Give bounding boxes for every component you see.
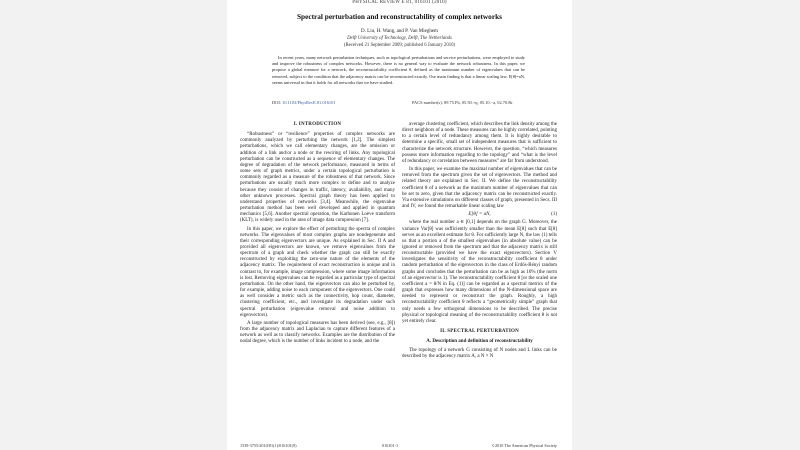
footer-issn: 1539-3755/2010/81(1)/016101(9) <box>240 443 297 448</box>
equation-number: (1) <box>551 212 557 218</box>
paragraph: In this paper, we examine the maximal number of eigenvalues that can be removed from the spectrum given the set of eigenvectors. The method and related theory are explained in Sec. II. We define the reconstructability coefficient θ of a network as the maximum number of eigenvalues that can be set to zero, given that the adjacency matrix can be reconstructed exactly. Via extensive simulations on different classes of graph, presented in Secs. III and IV, we found the remarkable linear scaling law <box>402 167 557 210</box>
affiliation: Delft University of Technology, Delft, The Netherlands <box>347 36 452 41</box>
footer-copyright: ©2010 The American Physical Society <box>491 443 557 448</box>
section-heading-introduction: I. INTRODUCTION <box>293 122 342 127</box>
doi-link[interactable]: 10.1103/PhysRevE.81.016101 <box>282 100 336 105</box>
paragraph: The topology of a network G consisting of N nodes and L links can be described by the adjacency matrix A, a N × N <box>402 348 557 360</box>
paper-page <box>227 0 572 450</box>
pacs-numbers: PACS number(s): 89.75.Fb, 05.50.+q, 05.10.−a, 02.70.Rr <box>412 100 513 105</box>
doi-label: DOI: <box>272 100 282 105</box>
section-heading-spectral-perturbation: II. SPECTRAL PERTURBATION <box>440 329 519 334</box>
paragraph: In this paper, we explore the effect of perturbing the spectra of complex networks. The eigenvalues of most complex graphs are nondegenerate and their corresponding eigenvectors are unique. As explained in Sec. II A and provided all eigenvectors are known, we remove eigenvalues from the spectrum of a graph and check whether the graph can still be exactly reconstructed by exploiting the zero-one nature of the elements of the adjacency matrix. The requirement of exact reconstruction is unique and in contrast to, for example, image compression, where some image information is lost. Removing eigenvalues can be regarded as a particular type of spectral perturbation. On the other hand, the eigenvectors can also be perturbed by, for example, adding noise to each component of the eigenvectors. One could as well consider a metric such as the connectivity, hop count, diameter, clustering coefficient, etc., and investigate its degradation under such spectral perturbation (eigenvalue removal and noise addition to eigenvectors). <box>240 226 395 318</box>
received-date: (Received 21 September 2009; published 6 January 2010) <box>343 43 456 48</box>
paper-title: Spectral perturbation and reconstructability of complex networks <box>297 12 502 21</box>
equation-1 <box>402 212 557 218</box>
right-column <box>402 122 557 361</box>
paragraph: average clustering coefficient, which describes the link density among the direct neighbors of a node. These measures can be highly correlated, pointing to a certain level of redundancy among them. It is highly desirable to determine a specific, small set of independent measures that is sufficient to characterize the network structure. However, the question, “which measures possess more information regarding to the topology” and “what is the level of redundancy or correlation between measures” are far from understood. <box>402 122 557 164</box>
abstract: In recent years, many network perturbation techniques, such as topological perturbations and service perturbations, were employed to study and improve the robustness of complex networks. However, there is no general way to evaluate the network robustness. In this paper, we propose a global measure for a network, the reconstructability coefficient θ, defined as the maximum number of eigenvalues that can be removed, subject to the condition that the adjacency matrix can be reconstructed exactly. Our main finding is that a linear scaling law, E[θ]=aN, seems universal in that it holds for all networks that we have studied. <box>272 55 525 85</box>
running-header: PHYSICAL REVIEW E 81, 016101 (2010) <box>352 0 447 5</box>
left-column <box>240 122 395 345</box>
footer-page-number: 016101-1 <box>382 443 399 448</box>
doi <box>272 100 336 105</box>
paragraph: A large number of topological measures has been derived (see, e.g., [8]) from the adjacency matrix and Laplacian to capture different features of a network as well as to classify networks. Examples are the distribution of the nodal degree, which is the number of links incident to a node, and the <box>240 320 395 345</box>
paragraph: where the real number a ∈ [0,1] depends on the graph G. Moreover, the variance Var[θ] was sufficiently smaller than the mean E[θ] such that E[θ] serves as an excellent estimate for θ. For sufficiently large N, the law (1) tells us that a portion a of the smallest eigenvalues (in absolute value) can be ignored or removed from the spectrum and that the adjacency matrix is still reconstructable (provided we have the exact eigenvectors). Section V investigates the sensitivity of the reconstructability coefficient θ under random perturbation of the eigenvectors in the class of Erdős-Rényi random graphs and concludes that the perturbation can be as high as 10% (the norm of an eigenvector is 1). The reconstructability coefficient θ [or the scaled one coefficient a = θ/N in Eq. (1)] can be regarded as a spectral metrics of the graph that expresses how many dimensions of the N-dimensional space are needed to represent or reconstruct the graph. Roughly, a high reconstructability coefficient θ reflects a “geometrically simple” graph that only needs a few orthogonal dimensions to be described. The precise physical or topological meaning of the reconstructability coefficient θ is not yet entirely clear. <box>402 220 557 324</box>
authors: D. Liu, H. Wang, and P. Van Mieghem <box>361 29 438 34</box>
paragraph: “Robustness” or “resilience” properties of complex networks are commonly analyzed by perturbing the network [1,2]. The simplest perturbations, which we call elementary changes, are the omission or addition of a link and/or a node or the rewiring of links. Any topological perturbation can be constructed as a sequence of elementary changes. The degree of degradation of the network performance, measured in terms of some sets of graph metrics, under a certain topological perturbation is commonly regarded as a measure of the robustness of that network. Since perturbations are usually much more complex to define and to analyze because they consist of changes in traffic, latency, availability, and many other unknown processes. Spectral graph theory has been applied to understand properties of networks [3,4]. Meanwhile, the eigenvalue perturbation method has been well developed and applied in quantum mechanics [5,6]. Another spectral operation, the Karhunen Loève transform (KLT), is widely used in the area of image data compression [7]. <box>240 132 395 224</box>
subsection-heading: A. Description and definition of reconstructability <box>426 339 533 345</box>
equation-body: E[θ] = aN, <box>468 212 491 218</box>
